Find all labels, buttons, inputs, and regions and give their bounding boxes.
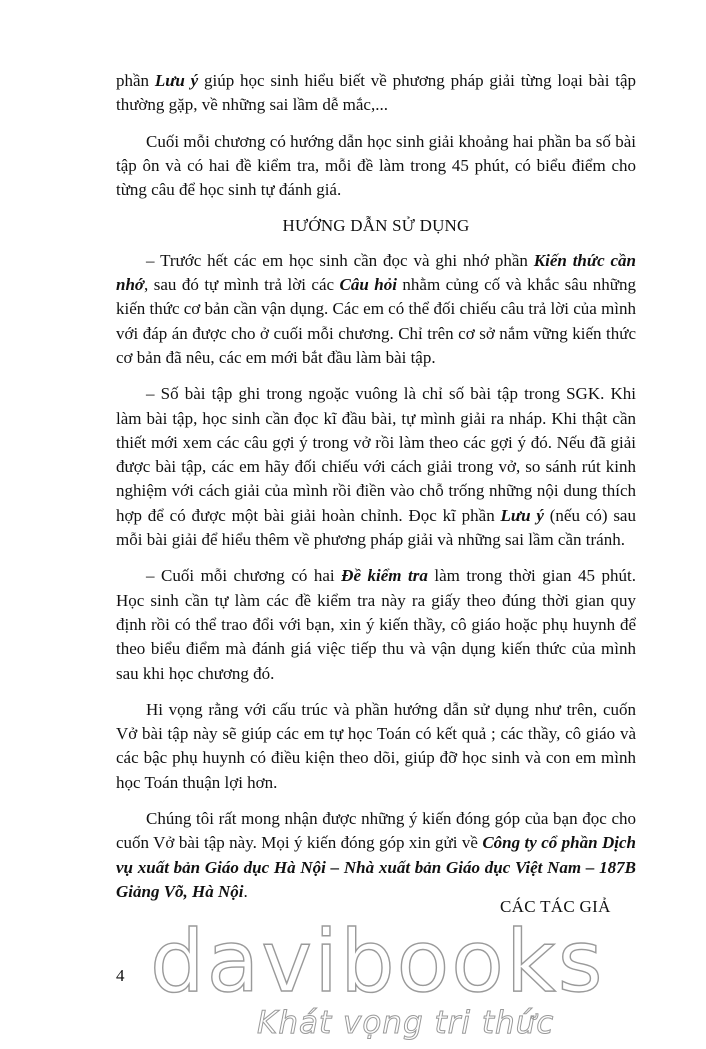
- text-run: – Cuối mỗi chương có hai: [146, 566, 342, 586]
- watermark-slogan: Khát vọng tri thức: [257, 1005, 555, 1041]
- text-run: – Số bài tập ghi trong ngoặc vuông là chỉ số bài tập trong SGK. Khi làm bài tập, học sinh cần đọc kĩ đầu bài, tự mình giải ra nháp. Khi thật cần thiết mới xem các câu gợi ý trong vở rồi làm theo các gợi ý đó. Nếu đã giải được bài tập, các em hãy đối chiếu với cách giải trong vở, so sánh rút kinh nghiệm với cách giải của mình rồi điền vào chỗ trống những nội dung thích hợp để có được một bài giải hoàn chỉnh. Đọc kĩ phần: [116, 384, 636, 525]
- paragraph-intro-continued: [116, 69, 636, 118]
- paragraph-hope: [116, 698, 636, 795]
- text-run: .: [243, 881, 248, 901]
- text-run: (nếu có) sau mỗi bài giải để hiểu thêm về phương pháp giải và những sai lầm cần tránh.: [116, 505, 636, 550]
- emphasis-cau-hoi: Câu hỏi: [339, 275, 397, 295]
- text-run: nhằm củng cố và khắc sâu những kiến thức cơ bản cần vận dụng. Các em có thể đối chiếu câu trả lời của mình với đáp án được cho ở cuối mỗi chương. Chỉ trên cơ sở nắm vững kiến thức cơ bản đã nêu, các em mới bắt đầu làm bài tập.: [116, 275, 637, 367]
- paragraph-instructions-1: [116, 249, 636, 370]
- text-run: , sau đó tự mình trả lời các: [144, 275, 340, 295]
- emphasis-kien-thuc: Kiến thức cần nhớ: [116, 250, 636, 295]
- text-run: làm trong thời gian 45 phút. Học sinh cần tự làm các đề kiểm tra này ra giấy theo đúng thời gian quy định rồi có thể trao đổi với bạn, xin ý kiến thầy, cô giáo hoặc phụ huynh để theo biểu điểm mà đánh giá việc tiếp thu và vận dụng kiến thức của mình sau khi học chương đó.: [116, 566, 637, 683]
- text-run: Cuối mỗi chương có hướng dẫn học sinh giải khoảng hai phần ba số bài tập ôn và có hai đề kiểm tra, mỗi đề làm trong 45 phút, có biểu điểm cho từng câu để học sinh tự đánh giá.: [116, 131, 636, 200]
- emphasis-de-kiem-tra: Đề kiểm tra: [341, 566, 428, 586]
- paragraph-chapter-end: [116, 130, 636, 203]
- authors-signature: CÁC TÁC GIẢ: [500, 897, 611, 916]
- paragraph-feedback: [116, 807, 636, 904]
- paragraph-instructions-2: [116, 382, 636, 552]
- text-run: Hi vọng rằng với cấu trúc và phần hướng dẫn sử dụng như trên, cuốn Vở bài tập này sẽ giúp các em tự học Toán có kết quả ; các thầy, cô giáo và các bậc phụ huynh có điều kiện theo dõi, giúp đỡ học sinh và con em mình học Toán thuận lợi hơn.: [116, 699, 636, 792]
- watermark-brand: davibooks: [150, 912, 605, 1012]
- paragraph-instructions-3: [116, 564, 636, 685]
- emphasis-luu-y: Lưu ý: [154, 71, 199, 90]
- section-heading: HƯỚNG DẪN SỬ DỤNG: [282, 216, 470, 236]
- body-text: [116, 69, 636, 916]
- text-run: giúp học sinh hiểu biết về phương pháp giải từng loại bài tập thường gặp, về những sai lầm dễ mắc,...: [116, 71, 637, 115]
- text-run: Chúng tôi rất mong nhận được những ý kiến đóng góp của bạn đọc cho cuốn Vở bài tập này. Mọi ý kiến đóng góp xin gửi về: [116, 809, 636, 853]
- emphasis-luu-y: Lưu ý: [500, 505, 544, 525]
- publisher-address: Công ty cổ phần Dịch vụ xuất bản Giáo dục Hà Nội – Nhà xuất bản Giáo dục Việt Nam – 187B Giảng Võ, Hà Nội: [116, 833, 636, 901]
- page-number: 4: [116, 966, 125, 985]
- text-run: phần: [116, 71, 155, 90]
- text-run: – Trước hết các em học sinh cần đọc và ghi nhớ phần: [146, 250, 534, 270]
